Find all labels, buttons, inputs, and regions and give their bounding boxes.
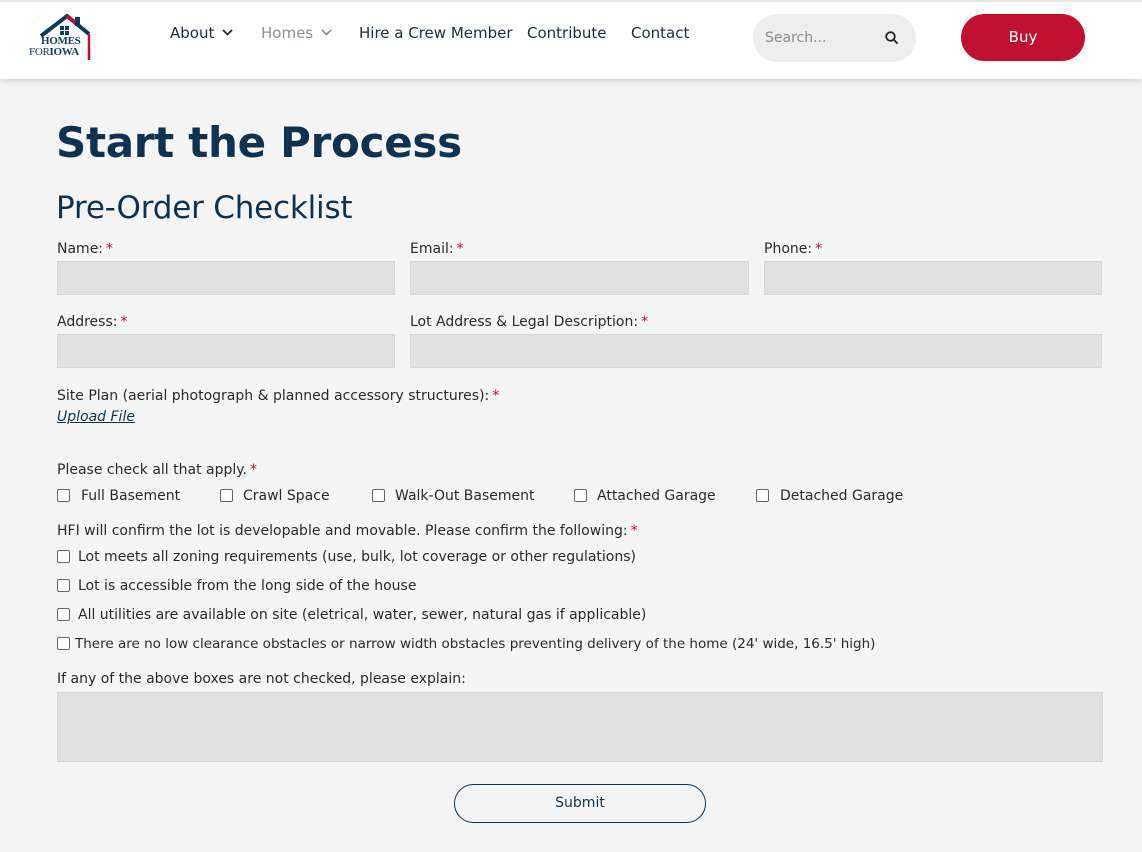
required-mark: * [641,314,649,330]
nav-homes-label: Homes [261,24,314,42]
lot-address-field[interactable] [411,335,1101,367]
submit-button[interactable]: Submit [454,784,706,823]
address-field-box [57,334,395,368]
buy-button[interactable]: Buy [961,14,1085,61]
access-checkbox[interactable] [57,579,70,592]
section-title: Pre-Order Checklist [56,190,353,226]
utilities-checkbox[interactable] [57,608,70,621]
detached-garage-checkbox[interactable] [756,489,769,502]
logo-text-iowa: IOWA [49,46,79,58]
address-label-text: Address: [57,314,118,330]
nav-about-label: About [170,24,215,42]
required-mark: * [630,523,638,539]
address-label [57,314,127,330]
search-icon[interactable] [884,30,900,46]
site-plan-label [57,388,499,404]
email-field[interactable] [411,262,748,294]
site-plan-label-text: Site Plan (aerial photograph & planned accessory structures): [57,388,490,404]
logo-text-for: FOR [29,46,50,58]
name-label [57,241,113,257]
attached-garage-label[interactable]: Attached Garage [597,488,716,504]
crawl-space-label[interactable]: Crawl Space [243,488,330,504]
phone-label-text: Phone: [764,241,813,257]
full-basement-label[interactable]: Full Basement [81,488,181,504]
nav-contribute[interactable]: Contribute [527,24,607,42]
chevron-down-icon [321,29,332,36]
check-all-label [57,462,257,478]
required-mark: * [106,241,114,257]
chevron-down-icon [222,29,233,36]
phone-field[interactable] [765,262,1101,294]
crawl-space-checkbox[interactable] [220,489,233,502]
nav-about[interactable] [170,24,233,42]
address-field[interactable] [58,335,394,367]
logo-text-for-iowa [29,46,79,58]
required-mark: * [456,241,464,257]
required-mark: * [250,462,257,478]
email-label [410,241,464,257]
explain-field-box [57,692,1103,762]
check-all-label-text: Please check all that apply. [57,462,247,478]
confirm-label-text: HFI will confirm the lot is developable and movable. Please confirm the following: [57,523,628,539]
explain-textarea[interactable] [58,693,1102,761]
site-header [0,0,1142,79]
email-label-text: Email: [410,241,454,257]
search-box [753,14,916,62]
full-basement-checkbox[interactable] [57,489,70,502]
clearance-label[interactable]: There are no low clearance obstacles or narrow width obstacles preventing delivery of the home (24' wide, 16.5' high) [75,636,876,652]
email-field-box [410,261,749,295]
name-field[interactable] [58,262,394,294]
zoning-label[interactable]: Lot meets all zoning requirements (use, bulk, lot coverage or other regulations) [78,549,637,565]
page-title: Start the Process [56,118,462,167]
phone-field-box [764,261,1102,295]
phone-label [764,241,822,257]
clearance-checkbox[interactable] [57,637,70,650]
nav-hire-crew[interactable]: Hire a Crew Member [359,24,513,42]
required-mark: * [120,314,128,330]
lot-address-field-box [410,334,1102,368]
name-label-text: Name: [57,241,104,257]
confirm-label [57,523,638,539]
logo-text-homes: HOMES [41,35,81,47]
nav-contact[interactable]: Contact [631,24,690,42]
walkout-basement-checkbox[interactable] [372,489,385,502]
utilities-label[interactable]: All utilities are available on site (eletrical, water, sewer, natural gas if applicable) [78,607,647,623]
upload-file-link[interactable]: Upload File [57,409,135,425]
access-label[interactable]: Lot is accessible from the long side of the house [78,578,417,594]
attached-garage-checkbox[interactable] [574,489,587,502]
lot-address-label [410,314,648,330]
nav-homes[interactable] [261,24,332,42]
required-mark: * [815,241,823,257]
site-logo[interactable] [27,12,99,64]
detached-garage-label[interactable]: Detached Garage [780,488,904,504]
search-input[interactable] [765,27,875,49]
required-mark: * [492,388,500,404]
lot-address-label-text: Lot Address & Legal Description: [410,314,639,330]
name-field-box [57,261,395,295]
walkout-basement-label[interactable]: Walk-Out Basement [395,488,535,504]
zoning-checkbox[interactable] [57,550,70,563]
explain-label: If any of the above boxes are not checked, please explain: [57,671,466,687]
